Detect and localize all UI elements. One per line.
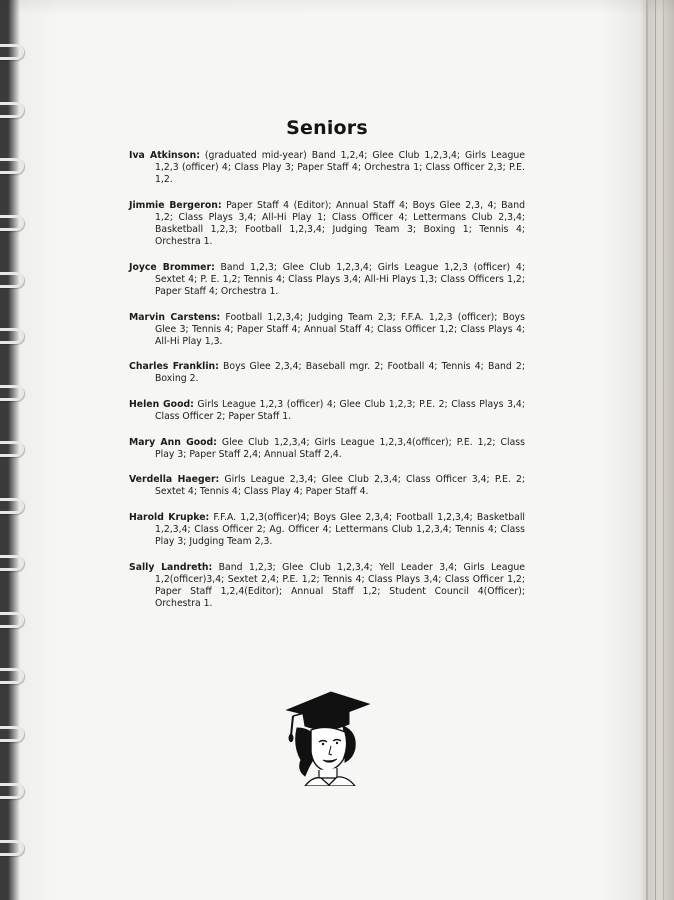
senior-activities: Football 1,2,3,4; Judging Team 2,3; F.F.A. 1,2,3 (officer); Boys Glee 3; Tennis 4; Paper Staff 4; Annual Staff 4; Class Officer 1,2; Class Plays 4; All-Hi Play 1,3. [155,311,525,347]
senior-entry [129,312,525,348]
senior-activities: Girls League 2,3,4; Glee Club 2,3,4; Class Officer 3,4; P.E. 2; Sextet 4; Tennis 4; Class Play 4; Paper Staff 4. [155,474,525,498]
binding-ring [0,272,24,288]
binding-ring [0,498,24,514]
senior-entry [129,361,525,385]
senior-activities: Glee Club 1,2,3,4; Girls League 1,2,3,4(officer); P.E. 1,2; Class Play 3; Paper Staff 2,4; Annual Staff 2,4. [155,436,525,460]
senior-name: Verdella Haeger: [129,474,220,486]
binding-ring [0,612,24,628]
binding-ring [0,158,24,174]
binding-ring [0,215,24,231]
senior-name: Helen Good: [129,399,194,410]
senior-entry [129,399,525,423]
senior-activities: Girls League 1,2,3 (officer) 4; Glee Club 1,2,3; P.E. 2; Class Plays 3,4; Class Officer 2; Paper Staff 1. [155,399,525,423]
page-edge-line [646,0,648,900]
binding-ring [0,840,24,856]
senior-activities: Band 1,2,3; Glee Club 1,2,3,4; Yell Leader 3,4; Girls League 1,2(officer)3,4; Sextet 2,4; P.E. 1,2; Tennis 4; Class Plays 3,4; Class Officer 1,2; Paper Staff 1,2,4(Editor); Annual Staff 1,2; Student Council 4(Officer); Orchestra 1. [155,561,525,610]
senior-activities: Band 1,2,3; Glee Club 1,2,3,4; Girls League 1,2,3 (officer) 4; Sextet 4; P. E. 1,2; Tennis 4; Class Plays 3,4; All-Hi Plays 1,3; Class Officers 1,2; Paper Staff 4; Orchestra 1. [155,261,525,297]
senior-name: Mary Ann Good: [129,436,217,448]
senior-activities: F.F.A. 1,2,3(officer)4; Boys Glee 2,3,4; Football 1,2,3,4; Basketball 1,2,3,4; Class Officer 2; Ag. Officer 4; Lettermans Club 1,2,3,4; Tennis 4; Class Play 3; Judging Team 2,3. [155,512,525,548]
senior-entry [129,562,525,610]
senior-name: Sally Landreth: [129,561,213,573]
binding-ring [0,726,24,742]
page-edge-line [663,0,664,900]
page-edge-line [655,0,656,900]
senior-activities: (graduated mid-year) Band 1,2,4; Glee Club 1,2,3,4; Girls League 1,2,3 (officer) 4; Class Play 3; Paper Staff 4; Orchestra 1; Class Officer 2,3; P.E. 1,2. [155,150,525,186]
senior-name: Harold Krupke: [129,512,210,524]
senior-name: Joyce Brommer: [129,261,215,273]
senior-entry [129,262,525,298]
senior-activities: Paper Staff 4 (Editor); Annual Staff 4; Boys Glee 2,3, 4; Band 1,2; Class Plays 3,4; All-Hi Play 1; Class Officer 4; Lettermans Club 2,3,4; Basketball 1,2,3; Football 1,2,3,4; Judging Team 3; Boxing 1; Tennis 4; Orchestra 1. [155,199,525,248]
senior-name: Iva Atkinson: [129,150,200,162]
senior-entry [129,474,525,498]
page-title: Seniors [286,117,368,139]
binding-ring [0,441,24,457]
senior-activities: Boys Glee 2,3,4; Baseball mgr. 2; Football 4; Tennis 4; Band 2; Boxing 2. [155,361,525,385]
senior-entry [129,150,525,186]
page-shadow [0,0,674,14]
senior-name: Charles Franklin: [129,361,219,373]
binding-ring [0,783,24,799]
senior-name: Jimmie Bergeron: [129,199,222,211]
binding-ring [0,555,24,571]
binding-ring [0,385,24,401]
binding-ring [0,328,24,344]
senior-entry [129,200,525,248]
binding-ring [0,668,24,684]
seniors-section [129,117,525,624]
graduate-girl-icon [283,686,373,786]
binding-ring [0,102,24,118]
binding-ring [0,44,24,60]
senior-name: Marvin Carstens: [129,311,221,323]
senior-entry [129,512,525,548]
senior-entry [129,437,525,461]
